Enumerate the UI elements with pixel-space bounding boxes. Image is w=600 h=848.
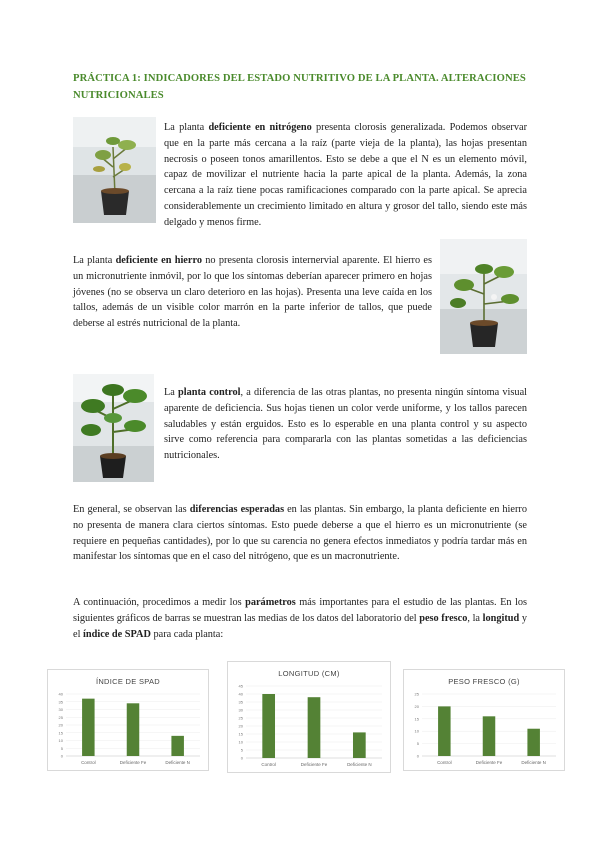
y-tick-label: 15	[238, 731, 243, 737]
category-label: Deficiente N	[521, 760, 546, 765]
bar-1	[308, 697, 321, 758]
y-tick-label: 30	[58, 707, 63, 712]
bar-2	[527, 729, 540, 756]
y-tick-label: 20	[414, 703, 419, 709]
category-label: Deficiente Fe	[119, 760, 147, 765]
category-label: Deficiente Fe	[475, 760, 503, 765]
bar-1	[483, 716, 496, 756]
category-label: Deficiente N	[165, 760, 190, 765]
bar-2	[171, 736, 184, 756]
y-tick-label: 5	[240, 747, 243, 753]
category-label: Control	[81, 760, 96, 765]
y-tick-label: 35	[238, 699, 243, 705]
paragraph-parameters: A continuación, procedimos a medir los parámetros más importantes para el estudio de las plantas. En los siguientes gráficos de barras se muestran las medias de los datos del laboratorio del peso fresco, la longitud y el índice de SPAD para cada planta:	[73, 597, 527, 640]
bar-1	[127, 703, 140, 756]
photo-control-plant	[73, 374, 154, 482]
chart-title: LONGITUD (CM)	[278, 669, 340, 678]
photo-iron-plant	[440, 239, 527, 354]
chart-spad	[47, 669, 209, 771]
chart-longitud	[227, 661, 391, 773]
y-tick-label: 20	[238, 723, 243, 729]
y-tick-label: 0	[60, 753, 63, 759]
paragraph-control: La planta control, a diferencia de las otras plantas, no presenta ningún síntoma visual aparente de deficiencia. Sus hojas tienen un color verde uniforme, y los tallos parecen saludables y están erguidos. Esto es lo esperable en una planta control y su aspecto sirve como referencia para compararla con las plantas sometidas a las deficiencias nutricionales.	[164, 387, 527, 462]
y-tick-label: 10	[58, 738, 63, 743]
category-label: Deficiente N	[347, 762, 372, 767]
paragraph-iron: La planta deficiente en hierro no presenta clorosis internervial aparente. El hierro es un micronutriente inmóvil, por lo que los síntomas deberían aparecer primero en hojas jóvenes (no se observa un claro deterioro en las hojas). Presenta una leve caída en los tallos, además de un visible color marrón en la parte inferior de tallos, que puede deberse al estrés nutricional de la planta.	[73, 255, 432, 330]
y-tick-label: 0	[416, 753, 419, 759]
chart-title: ÍNDICE DE SPAD	[95, 677, 161, 686]
y-tick-label: 15	[414, 716, 419, 722]
bar-2	[353, 732, 366, 758]
photo-nitrogen-plant	[73, 117, 156, 223]
y-tick-label: 15	[58, 730, 63, 736]
y-tick-label: 30	[238, 707, 243, 713]
y-tick-label: 40	[58, 691, 63, 697]
bar-0	[438, 706, 451, 756]
category-label: Deficiente Fe	[300, 762, 328, 767]
paragraph-general: En general, se observan las diferencias esperadas en las plantas. Sin embargo, la planta deficiente en hierro no presenta de manera clara ciertos síntomas. Esto puede deberse a que el hierro es un micronutriente (se requiere en pequeñas cantidades), por lo que su carencia no genera efectos inmediatos y podría tardar más en manifestar los síntomas que en el caso del nitrógeno, que es un macronutriente.	[73, 504, 527, 563]
category-label: Control	[261, 762, 276, 767]
y-tick-label: 5	[60, 745, 63, 751]
chart-title: PESO FRESCO (G)	[448, 677, 520, 686]
y-tick-label: 35	[58, 699, 63, 705]
y-tick-label: 10	[238, 739, 243, 745]
y-tick-label: 25	[238, 715, 243, 721]
y-tick-label: 40	[238, 691, 243, 697]
paragraph-nitrogen: La planta deficiente en nitrógeno presenta clorosis generalizada. Podemos observar que en la parte más cercana a la raíz (parte vieja de la planta), las hojas presentan necrosis o poseen tonos amarillentos. Esto se debe a que el N es un elemento móvil, capaz de movilizar el nutriente hacia la parte apical de la planta. Además, la zona cercana a la raíz tiene pocas ramificaciones comparado con la parte apical. Se aprecia considerablemente un crecimiento limitado en altura y grosor del tallo, siendo este más delgado y menos firme.	[164, 122, 527, 228]
y-tick-label: 45	[238, 683, 243, 689]
y-tick-label: 20	[58, 722, 63, 728]
y-tick-label: 10	[414, 728, 419, 734]
page-title: PRÁCTICA 1: INDICADORES DEL ESTADO NUTRITIVO DE LA PLANTA. ALTERACIONES NUTRICIONALES	[73, 73, 526, 101]
y-tick-label: 25	[58, 714, 63, 720]
bar-0	[262, 694, 275, 758]
y-tick-label: 0	[240, 755, 243, 761]
category-label: Control	[437, 760, 452, 765]
chart-peso-fresco	[403, 669, 565, 771]
bar-0	[82, 699, 95, 756]
y-tick-label: 25	[414, 691, 419, 697]
y-tick-label: 5	[416, 741, 419, 747]
